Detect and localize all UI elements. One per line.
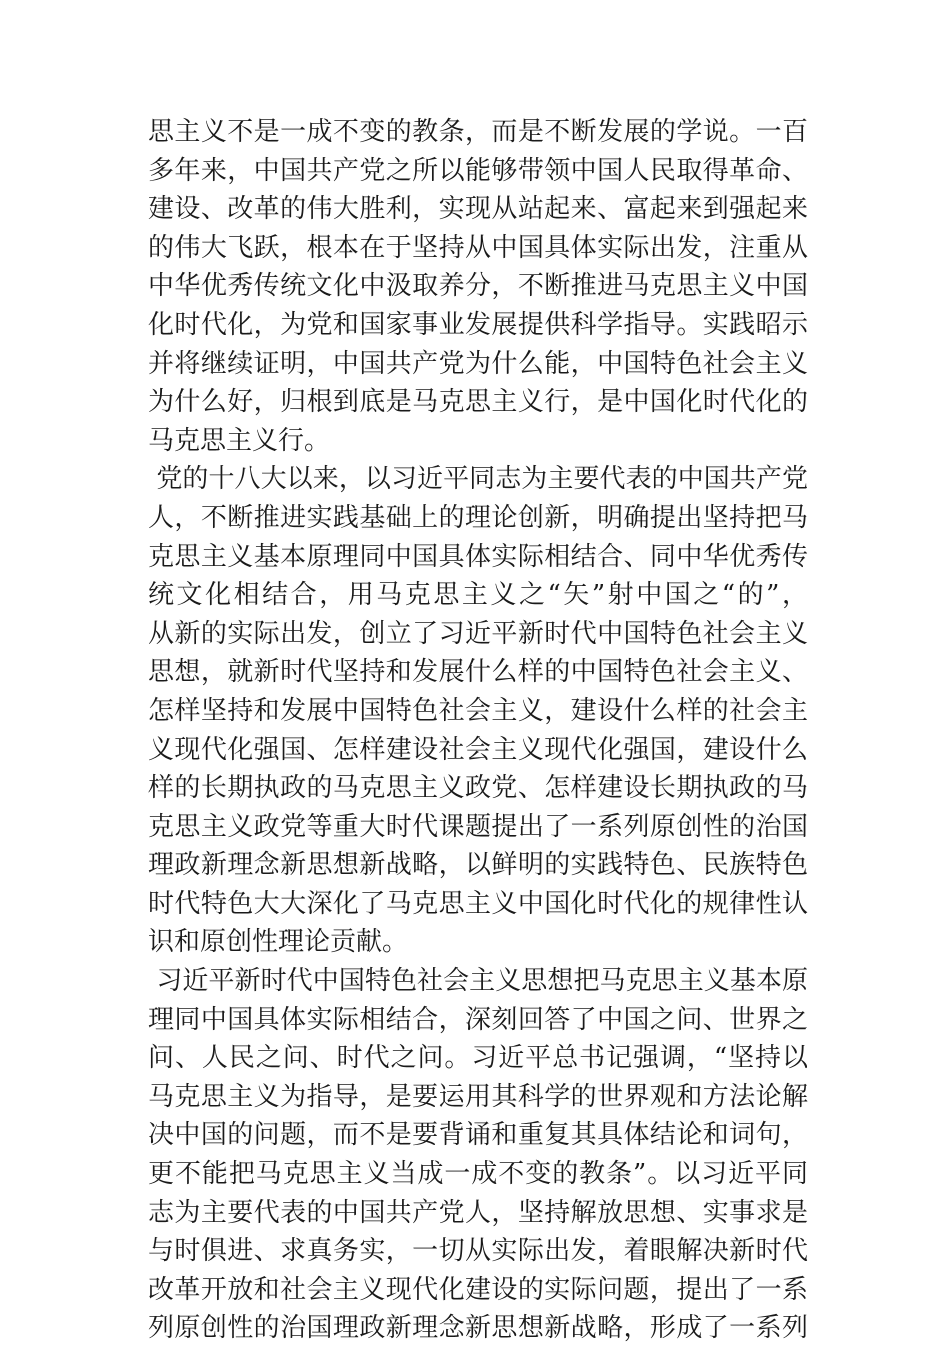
text-line: 并将继续证明，中国共产党为什么能，中国特色社会主义 [148,348,808,379]
text-line: 克思主义政党等重大时代课题提出了一系列原创性的治国 [148,811,808,842]
paragraph-start-line: 党的十八大以来，以习近平同志为主要代表的中国共产党 [148,464,808,495]
text-line: 理政新理念新思想新战略，以鲜明的实践特色、民族特色 [148,850,808,881]
text-line: 从新的实际出发，创立了习近平新时代中国特色社会主义 [148,618,808,649]
text-line: 的伟大飞跃，根本在于坚持从中国具体实际出发，注重从 [148,232,808,263]
text-line: 化时代化，为党和国家事业发展提供科学指导。实践昭示 [148,309,808,340]
text-line: 与时俱进、求真务实，一切从实际出发，着眼解决新时代 [148,1236,808,1267]
text-line: 改革开放和社会主义现代化建设的实际问题，提出了一系 [148,1274,808,1305]
text-line: 建设、改革的伟大胜利，实现从站起来、富起来到强起来 [148,194,808,225]
text-line: 决中国的问题，而不是要背诵和重复其具体结论和词句， [148,1120,808,1151]
text-line: 思想，就新时代坚持和发展什么样的中国特色社会主义、 [148,657,808,688]
text-line: 问、人民之问、时代之问。习近平总书记强调，“坚持以 [148,1043,808,1074]
text-line: 思主义不是一成不变的教条，而是不断发展的学说。一百 [148,117,808,147]
text-line: 多年来，中国共产党之所以能够带领中国人民取得革命、 [148,155,808,186]
text-line: 列原创性的治国理政新理念新思想新战略，形成了一系列 [148,1313,808,1344]
text-line: 义现代化强国、怎样建设社会主义现代化强国，建设什么 [148,734,808,765]
paragraph-end-line: 识和原创性理论贡献。 [148,927,409,958]
text-line: 样的长期执政的马克思主义政党、怎样建设长期执政的马 [148,773,808,804]
text-line: 更不能把马克思主义当成一成不变的教条”。以习近平同 [148,1159,808,1190]
text-line: 理同中国具体实际相结合，深刻回答了中国之问、世界之 [148,1004,808,1035]
body-text [148,113,808,1348]
text-line: 为什么好，归根到底是马克思主义行，是中国化时代化的 [148,387,808,418]
text-line: 时代特色大大深化了马克思主义中国化时代化的规律性认 [148,888,808,919]
text-line: 统文化相结合，用马克思主义之“矢”射中国之“的”， [148,580,808,611]
text-line: 中华优秀传统文化中汲取养分，不断推进马克思主义中国 [148,271,808,302]
text-line: 马克思主义为指导，是要运用其科学的世界观和方法论解 [148,1081,808,1112]
text-line: 志为主要代表的中国共产党人，坚持解放思想、实事求是 [148,1197,808,1228]
paragraph-end-line: 马克思主义行。 [148,425,331,456]
text-line: 克思主义基本原理同中国具体实际相结合、同中华优秀传 [148,541,808,572]
text-line: 怎样坚持和发展中国特色社会主义，建设什么样的社会主 [148,695,808,726]
text-line: 人，不断推进实践基础上的理论创新，明确提出坚持把马 [148,502,808,533]
paragraph-start-line: 习近平新时代中国特色社会主义思想把马克思主义基本原 [148,966,808,997]
